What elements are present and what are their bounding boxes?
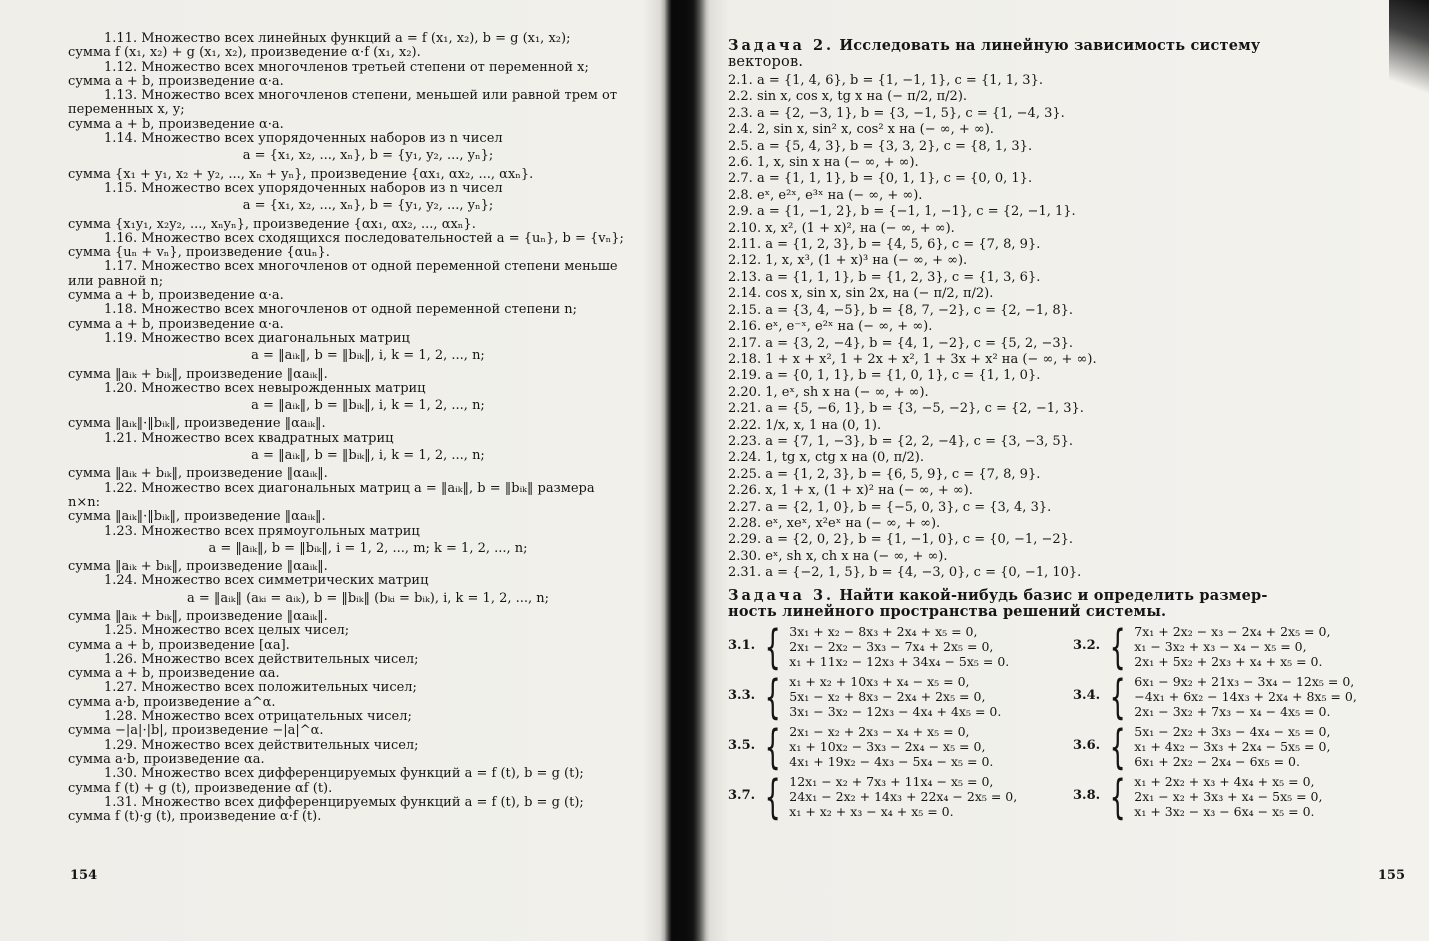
task2-item: 2.14. cos x, sin x, sin 2x, на (− π/2, π/2). [728,286,994,302]
left-line: сумма ‖aᵢₖ‖·‖bᵢₖ‖, произведение ‖αaᵢₖ‖. [68,416,326,432]
task2-text-cont: векторов. [728,54,804,70]
right-page [706,0,1429,941]
left-line: 1.23. Множество всех прямоугольных матриц [104,523,420,539]
system-equations [789,774,1017,819]
equation-line: 5x₁ − 2x₂ + 3x₃ − 4x₄ − x₅ = 0, [1134,724,1331,740]
system-number: 3.5. [728,738,756,754]
left-page [0,0,672,941]
system-number: 3.6. [1073,738,1101,754]
brace-symbol: { [1109,669,1126,724]
left-line: 1.17. Множество всех многочленов от одной переменной степени меньше [104,259,618,275]
system-equations [789,674,1001,719]
right-page-text [728,37,1418,824]
left-line: 1.27. Множество всех положительных чисел; [104,680,417,696]
task2-item: 2.10. x, x², (1 + x)², на (− ∞, + ∞). [728,220,955,236]
equation-system [728,619,1073,674]
left-line: сумма ‖aᵢₖ + bᵢₖ‖, произведение ‖αaᵢₖ‖. [68,366,328,382]
equation-system [728,669,1073,724]
brace-symbol: { [764,719,781,774]
left-line: 1.21. Множество всех квадратных матриц [104,430,394,446]
task2-item: 2.12. 1, x, x³, (1 + x)³ на (− ∞, + ∞). [728,253,968,269]
equation-line: x₁ + 3x₂ − x₃ − 6x₄ − x₅ = 0. [1134,804,1315,820]
left-line: n×n: [68,494,101,510]
left-line: сумма a + b, произведение [αa]. [68,637,290,653]
equation-line: 3x₁ + x₂ − 8x₃ + 2x₄ + x₅ = 0, [789,624,978,640]
left-line: сумма {x₁ + y₁, x₂ + y₂, ..., xₙ + yₙ}, произведение {αx₁, αx₂, ..., αxₙ}. [68,166,534,182]
left-page-text [68,32,668,824]
task3-systems [728,619,1418,824]
book-gutter [660,0,710,941]
task3-heading [728,588,1418,604]
equation-line: x₁ + 11x₂ − 12x₃ + 34x₄ − 5x₅ = 0. [789,654,1010,670]
equation-line: x₁ + 10x₂ − 3x₃ − 2x₄ − x₅ = 0, [789,739,986,755]
left-line: сумма ‖aᵢₖ + bᵢₖ‖, произведение ‖αaᵢₖ‖. [68,466,328,482]
left-line: сумма −|a|·|b|, произведение −|a|^α. [68,723,324,739]
task2-item: 2.17. a = {3, 2, −4}, b = {4, 1, −2}, c = {5, 2, −3}. [728,335,1074,351]
left-line: сумма ‖aᵢₖ + bᵢₖ‖, произведение ‖αaᵢₖ‖. [68,608,328,624]
left-line: сумма {x₁y₁, x₂y₂, ..., xₙyₙ}, произведение {αx₁, αx₂, ..., αxₙ}. [68,216,476,232]
task2-item: 2.7. a = {1, 1, 1}, b = {0, 1, 1}, c = {0, 0, 1}. [728,171,1033,187]
equation-line: 7x₁ + 2x₂ − x₃ − 2x₄ + 2x₅ = 0, [1134,624,1331,640]
system-number: 3.2. [1073,638,1101,654]
equation-line: 4x₁ + 19x₂ − 4x₃ − 5x₄ − x₅ = 0. [789,754,994,770]
left-line: сумма f (x₁, x₂) + g (x₁, x₂), произведение α·f (x₁, x₂). [68,45,421,61]
task2-label: Задача 2. [728,37,835,54]
page-number-right: 155 [1377,868,1405,883]
system-equations [789,624,1009,669]
task2-item: 2.1. a = {1, 4, 6}, b = {1, −1, 1}, c = {1, 1, 3}. [728,73,1043,88]
system-number: 3.8. [1073,788,1101,804]
task2-item: 2.20. 1, eˣ, sh x на (− ∞, + ∞). [728,384,929,400]
task2-item: 2.18. 1 + x + x², 1 + 2x + x², 1 + 3x + x² на (− ∞, + ∞). [728,351,1097,367]
equation-line: 2x₁ − 3x₂ + 7x₃ − x₄ − 4x₅ = 0. [1134,704,1331,720]
left-line: сумма f (t)·g (t), произведение α·f (t). [68,809,322,825]
left-line: a = {x₁, x₂, ..., xₙ}, b = {y₁, y₂, ..., yₙ}; [242,148,494,164]
brace-symbol: { [764,669,781,724]
left-line: сумма f (t) + g (t), произведение αf (t). [68,780,333,796]
equation-system [1073,619,1418,674]
equation-line: 2x₁ + 5x₂ + 2x₃ + x₄ + x₅ = 0. [1134,654,1323,670]
brace-symbol: { [1109,719,1126,774]
equation-line: 12x₁ − x₂ + 7x₃ + 11x₄ − x₅ = 0, [789,774,994,790]
task2-item: 2.22. 1/x, x, 1 на (0, 1). [728,417,882,433]
equation-system [728,769,1073,824]
left-line: 1.30. Множество всех дифференцируемых функций a = f (t), b = g (t); [104,766,584,782]
left-line: переменных x, y; [68,102,185,118]
task2-item: 2.6. 1, x, sin x на (− ∞, + ∞). [728,155,919,171]
left-line: 1.18. Множество всех многочленов от одной переменной степени n; [104,302,578,318]
task2-heading [728,38,1418,54]
equation-system [1073,719,1418,774]
left-line: сумма {uₙ + vₙ}, произведение {αuₙ}. [68,245,330,261]
system-equations [1134,774,1322,819]
equation-line: 6x₁ + 2x₂ − 2x₄ − 6x₅ = 0. [1134,754,1300,770]
task2-item: 2.16. eˣ, e⁻ˣ, e²ˣ на (− ∞, + ∞). [728,319,933,335]
left-line: 1.16. Множество всех сходящихся последовательностей a = {uₙ}, b = {vₙ}; [104,230,624,246]
equation-line: 2x₁ − x₂ + 3x₃ + x₄ − 5x₅ = 0, [1134,789,1323,805]
left-line: 1.13. Множество всех многочленов степени, меньшей или равной трем от [104,88,618,104]
left-line: a = ‖aᵢₖ‖, b = ‖bᵢₖ‖, i, k = 1, 2, ..., n; [251,398,485,414]
task2-list [728,73,1418,582]
task2-item: 2.15. a = {3, 4, −5}, b = {8, 7, −2}, c = {2, −1, 8}. [728,302,1074,318]
left-line: a = ‖aᵢₖ‖ (aₖᵢ = aᵢₖ), b = ‖bᵢₖ‖ (bₖᵢ = bᵢₖ), i, k = 1, 2, ..., n; [186,590,550,606]
left-line: сумма a + b, произведение α·a. [68,316,284,332]
left-line: 1.31. Множество всех дифференцируемых функций a = f (t), b = g (t); [104,794,584,810]
equation-system [728,719,1073,774]
task2-item: 2.31. a = {−2, 1, 5}, b = {4, −3, 0}, c = {0, −1, 10}. [728,565,1082,581]
system-equations [1134,674,1357,719]
task3-label: Задача 3. [728,586,835,604]
brace-symbol: { [764,619,781,674]
left-line: сумма a·b, произведение a^α. [68,694,276,710]
task2-item: 2.26. x, 1 + x, (1 + x)² на (− ∞, + ∞). [728,483,973,499]
left-line: сумма ‖aᵢₖ‖·‖bᵢₖ‖, произведение ‖αaᵢₖ‖. [68,509,326,525]
task2-item: 2.25. a = {1, 2, 3}, b = {6, 5, 9}, c = {7, 8, 9}. [728,466,1041,482]
left-line: 1.19. Множество всех диагональных матриц [104,330,410,346]
left-line: сумма a + b, произведение α·a. [68,288,284,304]
task2-item: 2.21. a = {5, −6, 1}, b = {3, −5, −2}, c = {2, −1, 3}. [728,401,1084,417]
left-line: сумма ‖aᵢₖ + bᵢₖ‖, произведение ‖αaᵢₖ‖. [68,559,328,575]
task2-item: 2.4. 2, sin x, sin² x, cos² x на (− ∞, + ∞). [728,122,994,138]
task2-item: 2.5. a = {5, 4, 3}, b = {3, 3, 2}, c = {8, 1, 3}. [728,138,1033,154]
brace-symbol: { [1109,619,1126,674]
left-line: сумма a + b, произведение α·a. [68,73,284,89]
task2-item: 2.3. a = {2, −3, 1}, b = {3, −1, 5}, c = {1, −4, 3}. [728,105,1065,121]
equation-line: 24x₁ − 2x₂ + 14x₃ + 22x₄ − 2x₅ = 0, [789,789,1018,805]
system-number: 3.1. [728,638,756,654]
equation-line: x₁ − 3x₂ + x₃ − x₄ − x₅ = 0, [1134,639,1307,655]
task3-text: Найти какой-нибудь базис и определить размер- [839,586,1268,604]
equation-line: −4x₁ + 6x₂ − 14x₃ + 2x₄ + 8x₅ = 0, [1134,689,1357,705]
left-line: 1.28. Множество всех отрицательных чисел; [104,709,412,725]
left-line: 1.26. Множество всех действительных чисел; [104,651,419,667]
task2-item: 2.27. a = {2, 1, 0}, b = {−5, 0, 3}, c = {3, 4, 3}. [728,499,1052,515]
left-line: a = ‖aᵢₖ‖, b = ‖bᵢₖ‖, i, k = 1, 2, ..., n; [251,348,485,364]
left-line: a = ‖aᵢₖ‖, b = ‖bᵢₖ‖, i, k = 1, 2, ..., n; [251,448,485,464]
task2-text: Исследовать на линейную зависимость систему [839,37,1261,54]
system-number: 3.4. [1073,688,1101,704]
left-line: a = {x₁, x₂, ..., xₙ}, b = {y₁, y₂, ..., yₙ}; [242,198,494,214]
equation-system [1073,669,1418,724]
equation-line: 6x₁ − 9x₂ + 21x₃ − 3x₄ − 12x₅ = 0, [1134,674,1355,690]
task2-item: 2.28. eˣ, xeˣ, x²eˣ на (− ∞, + ∞). [728,515,941,531]
system-equations [789,724,993,769]
left-line: 1.12. Множество всех многочленов третьей степени от переменной x; [104,59,589,75]
task2-item: 2.23. a = {7, 1, −3}, b = {2, 2, −4}, c = {3, −3, 5}. [728,433,1074,449]
system-number: 3.7. [728,788,756,804]
equation-line: 2x₁ − x₂ + 2x₃ − x₄ + x₅ = 0, [789,724,970,740]
task3-text-cont: ность линейного пространства решений системы. [728,602,1167,620]
left-line: сумма a + b, произведение α·a. [68,116,284,132]
task2-item: 2.13. a = {1, 1, 1}, b = {1, 2, 3}, c = {1, 3, 6}. [728,269,1041,285]
task2-item: 2.24. 1, tg x, ctg x на (0, π/2). [728,450,924,466]
left-line: a = ‖aᵢₖ‖, b = ‖bᵢₖ‖, i = 1, 2, ..., m; k = 1, 2, ..., n; [208,540,528,556]
equation-line: x₁ + 4x₂ − 3x₃ + 2x₄ − 5x₅ = 0, [1134,739,1331,755]
system-equations [1134,624,1330,669]
left-line: 1.25. Множество всех целых чисел; [104,623,350,639]
equation-system [1073,769,1418,824]
left-line: 1.20. Множество всех невырожденных матриц [104,380,426,396]
left-line: сумма a + b, произведение αa. [68,666,280,682]
left-line: сумма a·b, произведение αa. [68,751,265,767]
task2-item: 2.29. a = {2, 0, 2}, b = {1, −1, 0}, c = {0, −1, −2}. [728,532,1074,548]
equation-line: 2x₁ − 2x₂ − 3x₃ − 7x₄ + 2x₅ = 0, [789,639,994,655]
page-number-left: 154 [70,868,98,883]
task2-item: 2.30. eˣ, sh x, ch x на (− ∞, + ∞). [728,548,948,564]
equation-line: x₁ + x₂ + 10x₃ + x₄ − x₅ = 0, [789,674,970,690]
left-line: 1.11. Множество всех линейных функций a = f (x₁, x₂), b = g (x₁, x₂); [104,31,571,46]
left-line: 1.14. Множество всех упорядоченных наборов из n чисел [104,131,503,147]
equation-line: 3x₁ − 3x₂ − 12x₃ − 4x₄ + 4x₅ = 0. [789,704,1002,720]
task2-item: 2.11. a = {1, 2, 3}, b = {4, 5, 6}, c = {7, 8, 9}. [728,237,1041,253]
left-line: 1.22. Множество всех диагональных матриц a = ‖aᵢₖ‖, b = ‖bᵢₖ‖ размера [104,480,595,496]
left-line: 1.15. Множество всех упорядоченных наборов из n чисел [104,180,503,196]
task2-item: 2.8. eˣ, e²ˣ, e³ˣ на (− ∞, + ∞). [728,187,923,203]
task2-item: 2.9. a = {1, −1, 2}, b = {−1, 1, −1}, c = {2, −1, 1}. [728,204,1076,220]
task2-item: 2.19. a = {0, 1, 1}, b = {1, 0, 1}, c = {1, 1, 0}. [728,368,1041,384]
task2-item: 2.2. sin x, cos x, tg x на (− π/2, π/2). [728,89,968,105]
page-corner-shadow [1389,0,1429,120]
brace-symbol: { [764,769,781,824]
equation-line: 5x₁ − x₂ + 8x₃ − 2x₄ + 2x₅ = 0, [789,689,986,705]
equation-line: x₁ + x₂ + x₃ − x₄ + x₅ = 0. [789,804,954,820]
brace-symbol: { [1109,769,1126,824]
left-line: 1.29. Множество всех действительных чисел; [104,737,419,753]
left-line: или равной n; [68,273,164,289]
system-number: 3.3. [728,688,756,704]
system-equations [1134,724,1330,769]
equation-line: x₁ + 2x₂ + x₃ + 4x₄ + x₅ = 0, [1134,774,1315,790]
left-line: 1.24. Множество всех симметрических матриц [104,573,429,589]
